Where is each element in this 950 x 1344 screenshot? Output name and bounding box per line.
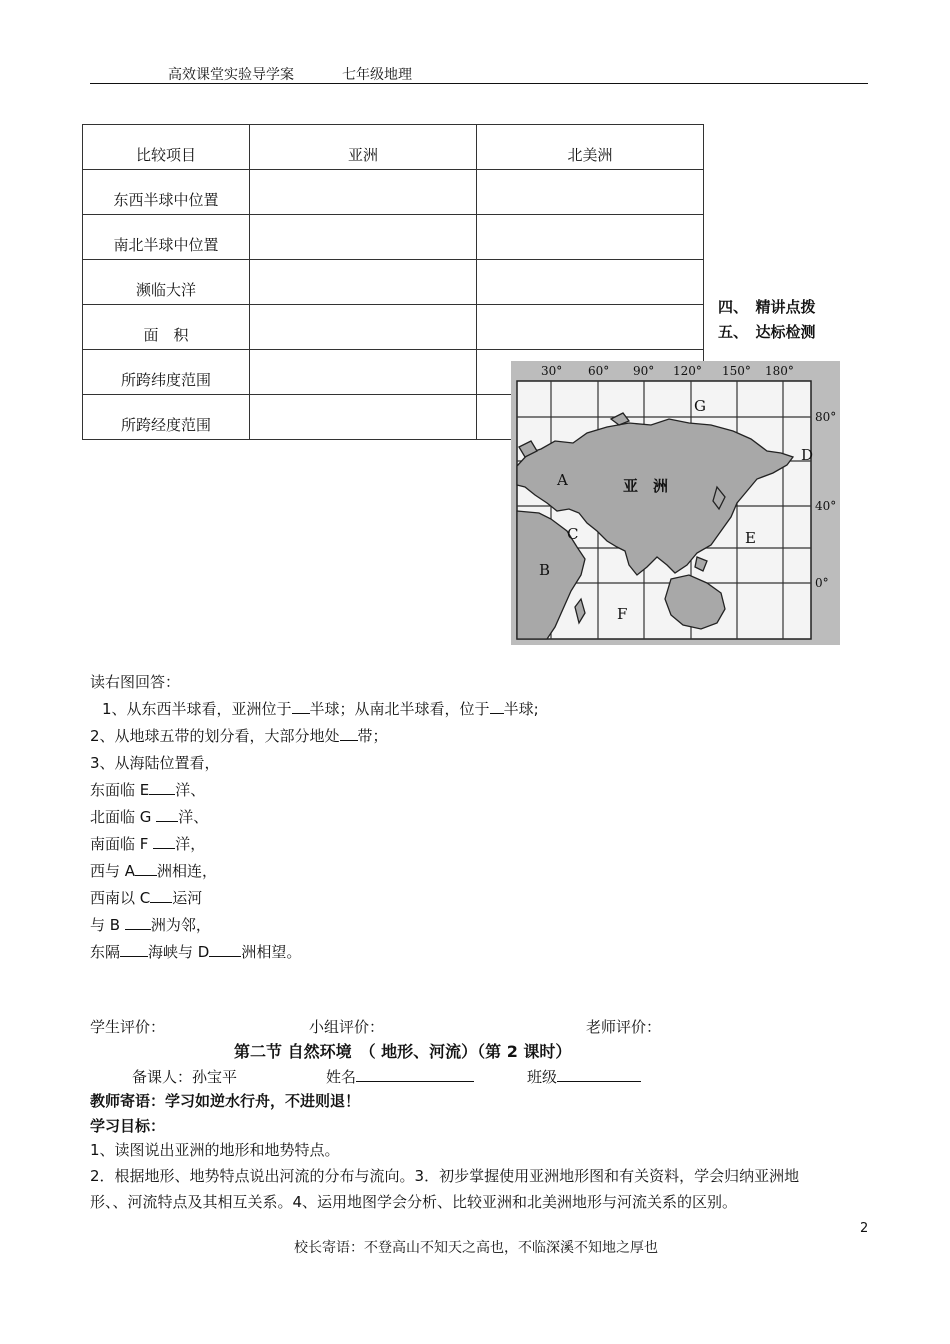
row-label: 东西半球中位置 [83,170,250,215]
table-cell[interactable] [477,305,704,350]
map-letter-b: B [539,561,551,579]
row-label: 所跨纬度范围 [83,350,250,395]
blank[interactable] [149,779,175,795]
lon-label: 180° [765,364,794,378]
row-label: 南北半球中位置 [83,215,250,260]
blank[interactable] [490,698,504,714]
lat-label: 80° [815,410,837,424]
question-3-north: 北面临 G 洋、 [90,808,209,826]
table-cell[interactable] [477,215,704,260]
heading-explanation: 四、 精讲点拨 [718,298,816,316]
goals-title: 学习目标： [90,1117,166,1135]
header-rule [90,83,868,84]
question-1: 1、从东西半球看，亚洲位于 半球；从南北半球看，位于 半球; [102,700,539,718]
map-letter-a: A [557,471,568,489]
goal-1: 1、读图说出亚洲的地形和地势特点。 [90,1141,340,1159]
student-evaluation: 学生评价： [90,1018,166,1036]
page-number: 2 [860,1221,869,1236]
lon-label: 120° [673,364,702,378]
question-intro: 读右图回答： [90,673,181,691]
preparer: 备课人：孙宝平 [132,1068,238,1086]
continent-label: 亚 洲 [623,477,669,495]
question-3-east-strait: 东隔 海峡与 D 洲相望。 [90,943,302,961]
group-evaluation: 小组评价： [309,1018,385,1036]
class-field: 班级 [527,1064,641,1091]
table-header-row [83,125,704,170]
lon-label: 90° [633,364,655,378]
question-3-south: 南面临 F 洋， [90,835,206,853]
goal-2-line1: 2．根据地形、地势特点说出河流的分布与流向。3．初步掌握使用亚洲地形图和有关资料，学会归纳亚洲地 [90,1167,800,1185]
table-row [83,215,704,260]
table-row [83,260,704,305]
row-label: 面 积 [83,305,250,350]
lon-label: 30° [541,364,563,378]
name-field: 姓名 [326,1064,474,1091]
table-header-cell: 亚洲 [250,125,477,170]
blank[interactable] [340,725,358,741]
name-input[interactable] [356,1066,474,1082]
lon-label: 60° [588,364,610,378]
teacher-evaluation: 老师评价： [586,1018,662,1036]
question-3: 3、从海陆位置看， [90,754,220,772]
blank[interactable] [292,698,310,714]
question-2: 2、从地球五带的划分看，大部分地处 带； [90,727,388,745]
blank[interactable] [150,887,172,903]
blank[interactable] [156,806,178,822]
heading-test: 五、 达标检测 [718,323,816,341]
principal-motto: 校长寄语：不登高山不知天之高也，不临深溪不知地之厚也 [294,1240,658,1256]
row-label: 所跨经度范围 [83,395,250,440]
blank[interactable] [153,833,175,849]
table-header-cell: 比较项目 [83,125,250,170]
table-cell[interactable] [250,350,477,395]
question-3-neighbor: 与 B 洲为邻， [90,916,211,934]
table-cell[interactable] [250,170,477,215]
blank[interactable] [209,941,241,957]
lon-label: 150° [722,364,751,378]
map-letter-c: C [567,525,579,543]
goal-2-line2: 形、、河流特点及其相互关系。4、运用地图学会分析、比较亚洲和北美洲地形与河流关系的区别。 [90,1193,738,1211]
map-letter-g: G [694,397,706,415]
table-cell[interactable] [250,395,477,440]
blank[interactable] [120,941,148,957]
question-3-west: 西与 A 洲相连， [90,862,218,880]
map-letter-f: F [617,605,628,623]
blank[interactable] [135,860,157,876]
table-cell[interactable] [250,215,477,260]
teacher-motto: 教师寄语：学习如逆水行舟，不进则退！ [90,1092,361,1110]
table-row [83,305,704,350]
section-title: 第二节 自然环境 （ 地形、河流）（第 2 课时） [234,1042,572,1061]
map-letter-e: E [745,529,756,547]
table-cell[interactable] [477,170,704,215]
header-title: 高效课堂实验导学案 [168,67,294,83]
lat-label: 40° [815,499,837,513]
map-letter-d: D [801,446,814,464]
blank[interactable] [125,914,151,930]
header-subject: 七年级地理 [342,67,412,83]
map-graphic [511,361,840,645]
table-row [83,170,704,215]
row-label: 濒临大洋 [83,260,250,305]
asia-map [511,361,840,645]
table-cell[interactable] [250,260,477,305]
table-header-cell: 北美洲 [477,125,704,170]
class-input[interactable] [557,1066,641,1082]
question-3-east: 东面临 E 洋、 [90,781,206,799]
question-3-southwest: 西南以 C 运河 [90,889,203,907]
table-cell[interactable] [477,260,704,305]
table-cell[interactable] [250,305,477,350]
lat-label: 0° [815,576,829,590]
